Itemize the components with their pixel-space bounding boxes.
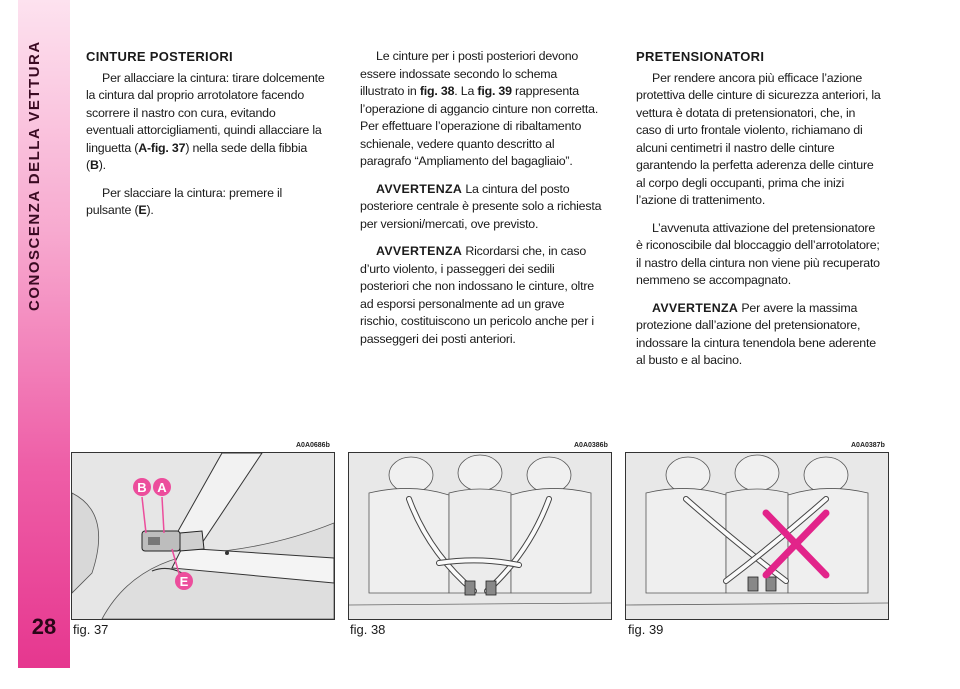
warning-label: AVVERTENZA: [652, 300, 739, 315]
column-rear-belts: [86, 48, 326, 230]
text: rappresenta l’operazione di aggancio cinture non corretta. Per effettuare l’operazione di ribaltamento schienale, vedere quanto descritto al paragrafo “Ampliamento del bagagliaio”.: [360, 84, 599, 168]
callout-letter: A: [157, 480, 167, 495]
text: Per allacciare la cintura: tirare dolcemente la cintura dal proprio arrotolatore facendo scorrere il nastro con cura, evitando eventuali attorcigliamenti, quindi allacciare la linguetta (: [86, 70, 325, 155]
figure-37-buckle: [71, 452, 335, 620]
text: Per avere la massima protezione dall’azione del pretensionatore, indossare la cintura tenendola bene aderente al busto e al bacino.: [636, 300, 876, 367]
section-title: CONOSCENZA DELLA VETTURA: [26, 40, 43, 311]
callout-letter: B: [137, 480, 147, 495]
page-number: 28: [31, 614, 57, 639]
figure-39-incorrect-belts: [625, 452, 889, 620]
text: La cintura del posto posteriore centrale è presente solo a richiesta per versioni/mercati, ove previsto.: [360, 181, 602, 231]
buckle-illustration: [72, 453, 334, 619]
rear-seats-correct-illustration: [349, 453, 611, 619]
part-reference: E: [138, 203, 147, 217]
column-belt-usage: [360, 48, 603, 358]
figure-code: A0A0387b: [851, 442, 885, 449]
warning-label: AVVERTENZA: [376, 244, 463, 258]
text: . La: [454, 84, 478, 98]
rear-seats-incorrect-illustration: [626, 453, 888, 619]
paragraph-belt-scheme: [360, 48, 603, 171]
heading-pretensioners: PRETENSIONATORI: [636, 49, 765, 64]
warning-pretensioner: [636, 300, 882, 370]
fig-reference: fig. 38: [419, 84, 455, 98]
warning-center-belt: [360, 181, 603, 234]
callout-letter: E: [179, 574, 189, 589]
text: Ricordarsi che, in caso d’urto violento, i passeggeri dei sedili posteriori che non indossano le cinture, oltre ad esporsi personalmente ad un grave rischio, costituiscono un pericolo anche per i passeggeri dei posti anteriori.: [360, 244, 594, 346]
text: ).: [146, 203, 154, 217]
paragraph-pretensioner-function: Per rendere ancora più efficace l’azione protettiva delle cinture di sicurezza anteriori, la vettura è dotata di pretensionatori, che, in caso di urto frontale violento, richiamano di alcuni centimetri il nastro delle cinture garantendo la perfetta aderenza delle cinture al corpo degli occupanti, prima che inizi l’azione di trattenimento.: [636, 70, 881, 207]
figure-label: fig. 39: [628, 622, 664, 637]
figure-code: A0A0686b: [296, 442, 330, 449]
paragraph-fasten: [86, 70, 326, 175]
figure-code: A0A0386b: [574, 442, 608, 449]
warning-rear-passengers: [360, 243, 603, 348]
fig-reference: A-fig. 37: [138, 140, 186, 155]
figure-38-correct-belts: [348, 452, 612, 620]
text: Le cinture per i posti posteriori devono essere indossate secondo lo schema illustrato in: [360, 49, 579, 98]
part-reference: B: [89, 158, 99, 172]
figure-label: fig. 38: [350, 622, 386, 637]
paragraph-unfasten: [86, 185, 326, 220]
text: ).: [98, 158, 106, 172]
paragraph-pretensioner-activation: L’avvenuta attivazione del pretensionatore è riconoscibile dal bloccaggio dell’arrotolatore; il nastro della cintura non viene più recuperato nemmeno se accompagnato.: [636, 220, 880, 287]
text: Per slacciare la cintura: premere il pulsante (: [86, 185, 283, 217]
figure-label: fig. 37: [73, 622, 109, 637]
heading-rear-belts: CINTURE POSTERIORI: [86, 49, 233, 64]
fig-reference: fig. 39: [477, 84, 512, 98]
warning-label: AVVERTENZA: [376, 181, 463, 196]
text: ) nella sede della fibbia (: [86, 140, 308, 172]
column-pretensioners: [636, 48, 882, 380]
